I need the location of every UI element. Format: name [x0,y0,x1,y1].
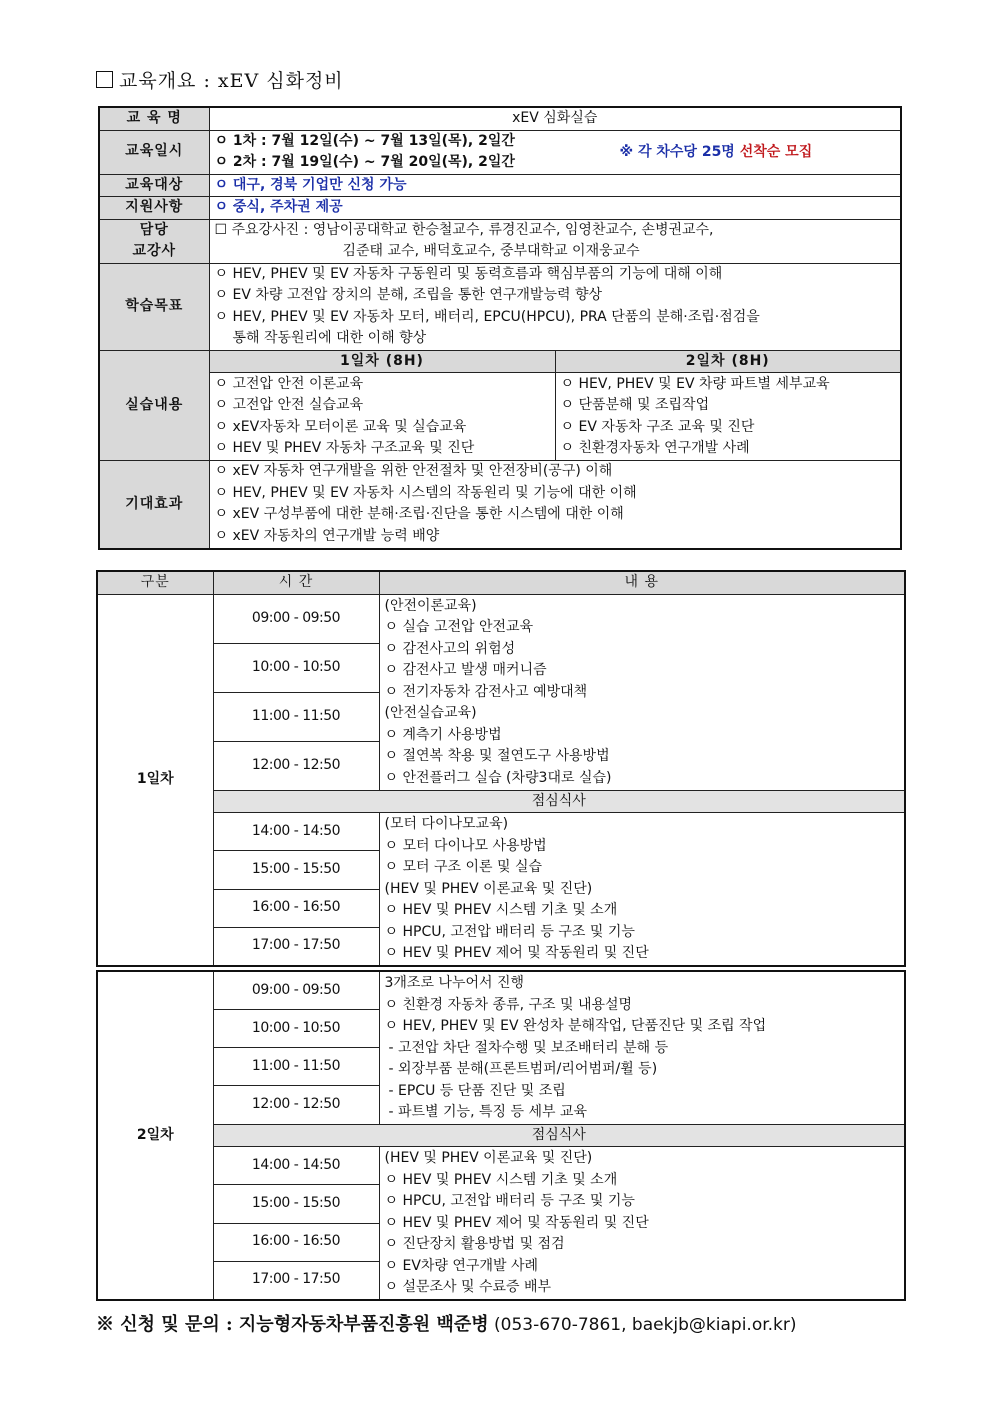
contact-label: ※ 신청 및 문의 : 지능형자동차부품진흥원 백준병 [96,1314,489,1335]
contact-details[interactable]: (053-670-7861, baekjb@kiapi.or.kr) [488,1315,797,1335]
instructors-line: 김준태 교수, 배덕호교수, 중부대학교 이재웅교수 [342,243,640,259]
label-instructor-line2: 교강사 [132,243,177,259]
day1-am-content [379,594,905,790]
time-slot: 09:00 - 09:50 [213,971,379,1009]
effects-cell [209,461,901,549]
contact-footer [96,1310,797,1336]
content-line: ㅇ HPCU, 고전압 배터리 등 구조 및 기능 [384,923,635,940]
content-line: - 고전압 차단 절차수행 및 보조배터리 분해 등 [388,1039,669,1056]
content-line: ㅇ 실습 고전압 안전교육 [384,619,534,635]
practice-item: ㅇ HEV, PHEV 및 EV 차량 파트별 세부교육 [560,375,830,392]
label-practice: 실습내용 [99,350,209,461]
day1-label: 1일차 [97,594,213,966]
content-line: ㅇ 안전플러그 실습 (차량3대로 실습) [384,769,612,786]
checkbox-square-icon [96,71,113,88]
recruit-notice [620,142,813,164]
day2-am-content [379,971,905,1124]
goal-item: 통해 작동원리에 대한 이해 향상 [232,330,427,346]
time-slot: 16:00 - 16:50 [213,1223,379,1261]
label-support: 지원사항 [99,197,209,220]
practice-item: ㅇ 친환경자동차 연구개발 사례 [560,440,750,456]
page-title [96,66,344,93]
label-effects: 기대효과 [99,461,209,549]
practice-item: ㅇ xEV자동차 모터이론 교육 및 실습교육 [214,418,467,435]
day2-label: 2일차 [97,971,213,1300]
label-target: 교육대상 [99,174,209,197]
day1-pm-content [379,813,905,966]
dates-cell [209,130,901,174]
content-line: ㅇ EV차량 연구개발 사례 [384,1257,538,1274]
instructors-line: ☐ 주요강사진 : 영남이공대학교 한승철교수, 류경진교수, 임영찬교수, 손병권교수, [214,221,714,238]
schedule-table-day2 [96,970,906,1301]
goal-item: ㅇ HEV, PHEV 및 EV 자동차 구동원리 및 동력흐름과 핵심부품의 기능에 대해 이해 [214,265,723,282]
content-line: 3개조로 나누어서 진행 [384,975,525,991]
label-dates: 교육일시 [99,130,209,174]
content-line: ㅇ 설문조사 및 수료증 배부 [384,1279,552,1295]
effect-item: ㅇ xEV 구성부품에 대한 분해·조립·진단을 통한 시스템에 대한 이해 [214,506,624,523]
practice-item: ㅇ 고전압 안전 이론교육 [214,375,364,392]
time-slot: 16:00 - 16:50 [213,889,379,927]
content-line: ㅇ 모터 다이나모 사용방법 [384,837,547,854]
support-text: ㅇ 중식, 주차권 제공 [209,197,901,220]
time-slot: 10:00 - 10:50 [213,1009,379,1047]
time-slot: 15:00 - 15:50 [213,851,379,889]
target-text: ㅇ 대구, 경북 기업만 신청 가능 [209,174,901,197]
day2-pm-content [379,1147,905,1300]
effect-item: ㅇ HEV, PHEV 및 EV 자동차 시스템의 작동원리 및 기능에 대한 이해 [214,484,637,501]
day2-practice-list [555,373,901,461]
overview-table [98,106,902,550]
content-line: ㅇ HEV 및 PHEV 시스템 기초 및 소개 [384,902,618,918]
content-line: ㅇ 계측기 사용방법 [384,726,502,743]
header-division: 구분 [97,571,213,594]
time-slot: 17:00 - 17:50 [213,927,379,965]
effect-item: ㅇ xEV 자동차 연구개발을 위한 안전절차 및 안전장비(공구) 이해 [214,463,613,480]
content-line: (안전실습교육) [384,705,477,721]
time-slot: 10:00 - 10:50 [213,643,379,692]
content-line: ㅇ HEV, PHEV 및 EV 완성차 분해작업, 단품진단 및 조립 작업 [384,1018,767,1034]
content-line: ㅇ 감전사고 발생 매커니즘 [384,662,547,678]
content-line: (HEV 및 PHEV 이론교육 및 진단) [384,1150,593,1166]
time-slot: 09:00 - 09:50 [213,594,379,643]
content-line: ㅇ 전기자동차 감전사고 예방대책 [384,683,588,700]
title-text: 교육개요 : xEV 심화정비 [119,70,344,92]
goals-cell [209,263,901,350]
practice-item: ㅇ 고전압 안전 실습교육 [214,397,364,413]
content-line: ㅇ 친환경 자동차 종류, 구조 및 내용설명 [384,996,633,1013]
time-slot: 14:00 - 14:50 [213,1147,379,1185]
label-instructor-line1: 담당 [139,221,169,238]
date-row: ㅇ 1차 : 7월 12일(수) ~ 7월 13일(목), 2일간 [214,132,515,149]
header-content: 내 용 [379,571,905,594]
content-line: - 파트별 기능, 특징 등 세부 교육 [388,1104,587,1120]
day1-practice-list [209,373,555,461]
content-line: ㅇ 모터 구조 이론 및 실습 [384,859,542,875]
content-line: ㅇ 진단장치 활용방법 및 점검 [384,1236,565,1252]
notice-text: ※ 각 차수당 25명 [619,143,740,160]
notice-first-come: 선착순 모집 [739,143,813,160]
time-slot: 17:00 - 17:50 [213,1261,379,1299]
header-time: 시 간 [213,571,379,594]
content-line: (안전이론교육) [384,597,477,614]
time-slot: 15:00 - 15:50 [213,1185,379,1223]
label-goals: 학습목표 [99,263,209,350]
content-line: - EPCU 등 단품 진단 및 조립 [388,1082,566,1099]
day2-head: 2일차 (8H) [555,350,901,373]
time-slot: 14:00 - 14:50 [213,813,379,851]
lunch-row: 점심식사 [213,790,905,813]
date-row: ㅇ 2차 : 7월 19일(수) ~ 7월 20일(목), 2일간 [214,154,515,170]
content-line: (모터 다이나모교육) [384,816,509,832]
time-slot: 12:00 - 12:50 [213,1086,379,1124]
content-line: (HEV 및 PHEV 이론교육 및 진단) [384,880,593,897]
course-name: xEV 심화실습 [209,107,901,130]
content-line: ㅇ HPCU, 고전압 배터리 등 구조 및 기능 [384,1193,635,1209]
content-line: ㅇ HEV 및 PHEV 시스템 기초 및 소개 [384,1171,618,1188]
goal-item: ㅇ HEV, PHEV 및 EV 자동차 모터, 배터리, EPCU(HPCU), PRA 단품의 분해·조립·점검을 [214,308,760,325]
label-instructor [99,219,209,263]
label-course: 교 육 명 [99,107,209,130]
content-line: ㅇ HEV 및 PHEV 제어 및 작동원리 및 진단 [384,945,649,961]
day1-head: 1일차 (8H) [209,350,555,373]
time-slot: 11:00 - 11:50 [213,692,379,741]
content-line: ㅇ HEV 및 PHEV 제어 및 작동원리 및 진단 [384,1214,649,1231]
goal-item: ㅇ EV 차량 고전압 장치의 분해, 조립을 통한 연구개발능력 향상 [214,287,602,303]
content-line: ㅇ 절연복 착용 및 절연도구 사용방법 [384,748,610,764]
content-line: ㅇ 감전사고의 위험성 [384,640,516,657]
effect-item: ㅇ xEV 자동차의 연구개발 능력 배양 [214,527,440,544]
time-slot: 11:00 - 11:50 [213,1048,379,1086]
content-line: - 외장부품 분해(프론트범퍼/리어범퍼/휠 등) [388,1061,658,1077]
instructors-cell [209,219,901,263]
time-slot: 12:00 - 12:50 [213,741,379,790]
schedule-table-day1 [96,570,906,967]
practice-item: ㅇ 단품분해 및 조립작업 [560,397,710,413]
practice-item: ㅇ HEV 및 PHEV 자동차 구조교육 및 진단 [214,440,475,456]
practice-item: ㅇ EV 자동차 구조 교육 및 진단 [560,418,755,435]
lunch-row: 점심식사 [213,1124,905,1147]
